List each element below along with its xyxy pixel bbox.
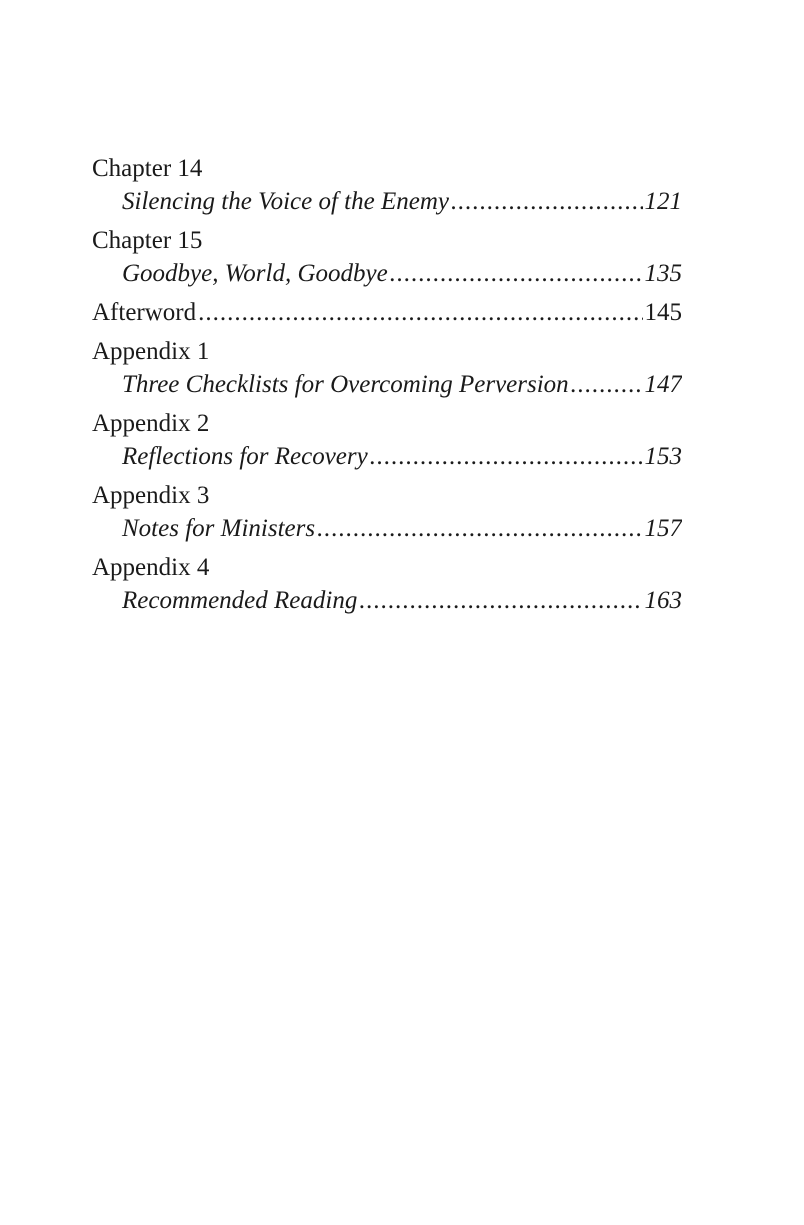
toc-page-number: 163 (644, 587, 682, 614)
toc-entry-chapter-14 (92, 152, 682, 218)
dot-leader (359, 584, 642, 617)
toc-page-number: 153 (644, 443, 682, 470)
toc-entry-heading: Appendix 3 (92, 482, 210, 509)
dot-leader (390, 257, 643, 290)
dot-leader (451, 185, 643, 218)
toc-entry-line (92, 368, 682, 401)
toc-entry-chapter-15 (92, 224, 682, 290)
dot-leader (198, 296, 642, 329)
toc-page-number: 147 (644, 371, 682, 398)
dot-leader (571, 368, 643, 401)
toc-entry-line (92, 440, 682, 473)
toc-entry-title: Silencing the Voice of the Enemy (122, 188, 449, 215)
toc-entry-line (92, 185, 682, 218)
toc-entry-title: Goodbye, World, Goodbye (122, 260, 388, 287)
toc-entry-heading: Appendix 1 (92, 338, 210, 365)
toc-entry-title: Recommended Reading (122, 587, 358, 614)
toc-entry-line (92, 296, 682, 329)
dot-leader (370, 440, 643, 473)
toc-entry-line (92, 584, 682, 617)
toc-entry-heading: Chapter 14 (92, 155, 203, 182)
toc-entry-appendix-1 (92, 335, 682, 401)
toc-entry-line (92, 257, 682, 290)
toc-entry-heading: Appendix 2 (92, 410, 210, 437)
toc-entry-title: Three Checklists for Overcoming Perversion (122, 371, 569, 398)
toc-entry-title: Afterword (92, 299, 197, 326)
dot-leader (317, 512, 642, 545)
toc-entry-appendix-2 (92, 407, 682, 473)
toc-entry-title: Notes for Ministers (122, 515, 316, 542)
toc-entry-heading: Appendix 4 (92, 554, 210, 581)
toc-entry-appendix-4 (92, 551, 682, 617)
table-of-contents (92, 152, 682, 623)
toc-entry-line (92, 512, 682, 545)
toc-entry-heading: Chapter 15 (92, 227, 203, 254)
toc-entry-appendix-3 (92, 479, 682, 545)
toc-page-number: 157 (644, 515, 682, 542)
toc-page-number: 121 (644, 188, 682, 215)
toc-page-number: 135 (644, 260, 682, 287)
toc-entry-title: Reflections for Recovery (122, 443, 368, 470)
toc-page-number: 145 (644, 299, 682, 326)
toc-entry-afterword (92, 296, 682, 329)
